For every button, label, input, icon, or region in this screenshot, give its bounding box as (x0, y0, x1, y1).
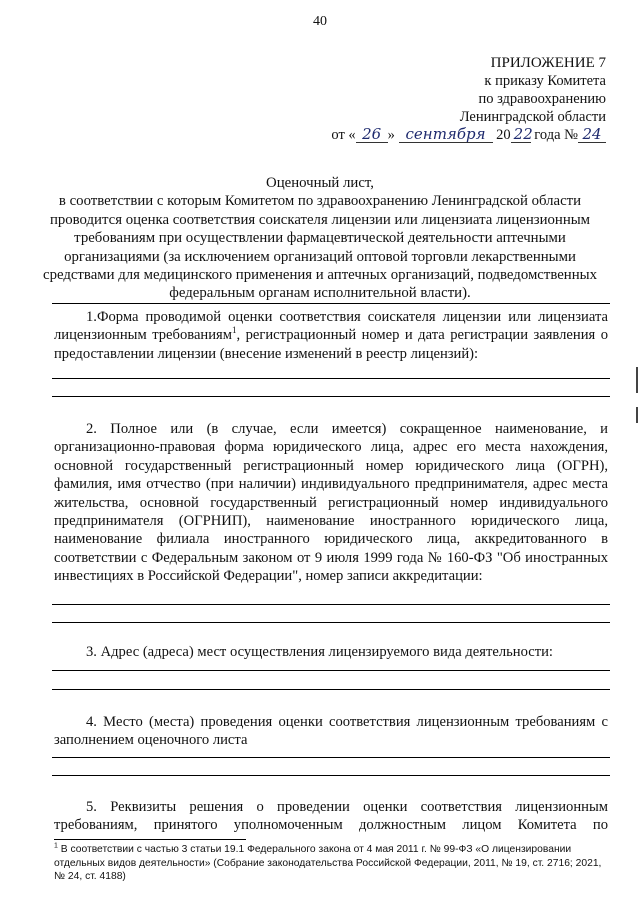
section-3-text: 3. Адрес (адреса) мест осуществления лицензируемого вида деятельности: (86, 644, 553, 660)
fill-line (52, 622, 610, 623)
footnote-text: В соответствии с частью 3 статьи 19.1 Федерального закона от 4 мая 2011 г. № 99-ФЗ «О лицензировании отдельных видов деятельности» (Собрание законодательства Российской Федерации, 2011, № 19, ст. 2716; 2021, № 24, ст. 4188) (54, 844, 602, 882)
divider-line (52, 303, 610, 304)
section-5-text: 5. Реквизиты решения о проведении оценки соответствия лицензионным требованиям, принятого уполномоченным должностным лицом Комитета по (54, 799, 608, 834)
fill-line (52, 757, 610, 758)
year-word: года № (534, 127, 578, 143)
appendix-block (331, 54, 606, 144)
document-title (40, 174, 600, 303)
date-prefix: от (331, 127, 345, 143)
footnote-number: 1 (54, 842, 58, 850)
year-prefix: 20 (496, 127, 511, 143)
handwritten-year: 22 (511, 126, 531, 143)
appendix-title: ПРИЛОЖЕНИЕ 7 (490, 55, 606, 71)
scan-edge-mark (636, 367, 638, 393)
section-3 (54, 643, 608, 661)
fill-line (52, 775, 610, 776)
section-2 (54, 420, 608, 586)
appendix-line-2: по здравоохранению (478, 91, 606, 107)
title-body: в соответствии с которым Комитетом по здравоохранению Ленинградской области проводится оценка соответствия соискателя лицензии или лицензиата лицензионным требованиям при осуществлении фармацевтической деятельности аптечными организациями (за исключением организаций оптовой торговли лекарственными средствами для медицинского применения и аптечных организаций, подведомственных федеральным органам исполнительной власти). (43, 193, 597, 302)
section-4-text: 4. Место (места) проведения оценки соответствия лицензионным требованиям с заполнением оценочного листа (54, 714, 608, 749)
footnote (54, 843, 614, 884)
footnote-rule (54, 839, 246, 840)
section-2-text: 2. Полное или (в случае, если имеется) сокращенное наименование, и организационно-правовая форма юридического лица, адрес его места нахождения, основной государственный регистрационный номер юридического лица (ОГРН), фамилия, имя отчество (при наличии) индивидуального предпринимателя, адрес места жительства, основной государственный регистрационный номер индивидуального предпринимателя (ОГРНИП), наименование иностранного юридического лица, наименование филиала иностранного юридического лица, аккредитованного в соответствии с Федеральным законом от 9 июля 1999 года № 160-ФЗ "Об иностранных инвестициях в Российской Федерации", номер записи аккредитации: (54, 421, 608, 585)
page-number: 40 (313, 14, 327, 29)
scan-edge-mark (636, 407, 638, 423)
footnote-ref: 1 (231, 325, 237, 336)
section-4 (54, 713, 608, 750)
appendix-date-line: от « 26 » сентября 20 22 года № 24 (331, 126, 606, 144)
fill-line (52, 604, 610, 605)
title-line-1: Оценочный лист, (266, 175, 374, 191)
fill-line (52, 670, 610, 671)
section-5 (54, 798, 608, 835)
fill-line (52, 378, 610, 379)
section-1 (54, 308, 608, 363)
appendix-line-1: к приказу Комитета (484, 73, 606, 89)
handwritten-order-number: 24 (578, 126, 606, 143)
section-1-text-cont: , регистрационный номер и дата регистрации заявления о предоставлении лицензии (внесение изменений в реестр лицензий): (54, 327, 608, 362)
fill-line (52, 689, 610, 690)
section-1-text: 1.Форма проводимой оценки соответствия соискателя лицензии или лицензиата лицензионным требованиям (54, 309, 608, 344)
handwritten-day: 26 (356, 126, 388, 143)
appendix-line-3: Ленинградской области (459, 109, 606, 125)
fill-line (52, 396, 610, 397)
handwritten-month: сентября (399, 126, 493, 143)
